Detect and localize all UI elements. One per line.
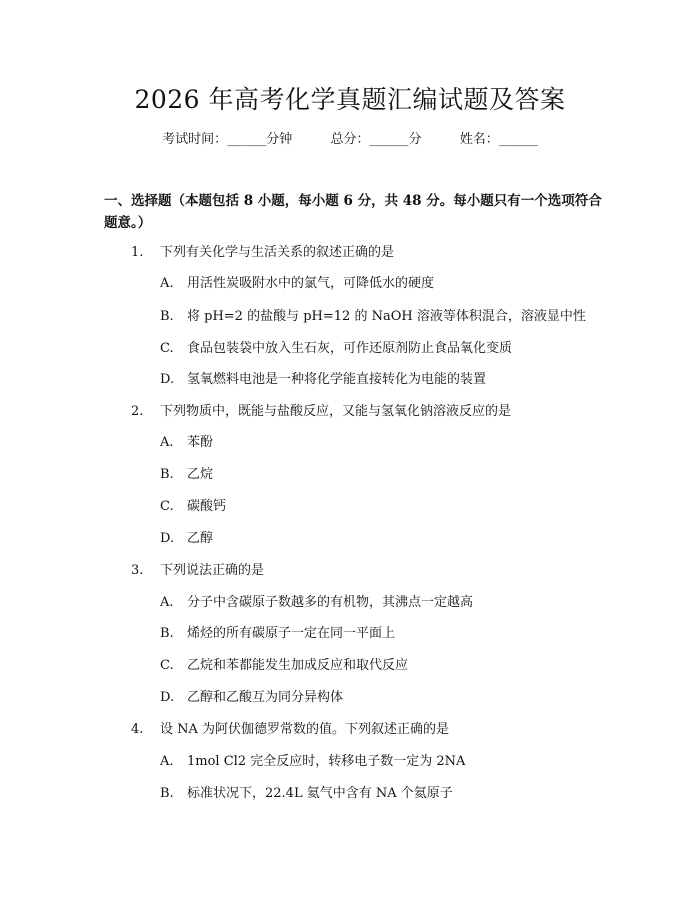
option-text: 食品包装袋中放入生石灰，可作还原剂防止食品氧化变质: [187, 341, 513, 356]
option-label: A.: [160, 276, 174, 291]
option-label: A.: [160, 595, 174, 610]
option-text: 氢氧燃料电池是一种将化学能直接转化为电能的装置: [187, 372, 487, 387]
option-text: 乙醇: [187, 531, 214, 546]
question-number: 1.: [131, 245, 144, 260]
option-label: D.: [160, 531, 175, 546]
option-text: 乙醇和乙酸互为同分异构体: [187, 690, 344, 705]
question-number: 2.: [131, 404, 144, 419]
option-label: A.: [160, 435, 174, 450]
section-heading: 一、选择题（本题包括 8 小题，每小题 6 分，共 48 分。每小题只有一个选项符合题意。）: [104, 193, 602, 231]
score-label: 总分：: [330, 132, 370, 147]
question-number: 3.: [131, 563, 144, 578]
option-label: B.: [160, 467, 174, 482]
page-title: 2026 年高考化学真题汇编试题及答案: [134, 85, 566, 114]
option-text: 分子中含碳原子数越多的有机物，其沸点一定越高: [187, 595, 474, 610]
name-label: 姓名：: [459, 132, 499, 147]
option-text: 乙烷和苯都能发生加成反应和取代反应: [187, 658, 409, 673]
option-label: A.: [160, 754, 174, 769]
option-label: B.: [160, 626, 174, 641]
option-label: D.: [160, 690, 175, 705]
exam-info-line: [0, 130, 700, 150]
score-blank: ______: [369, 132, 409, 147]
option-label: C.: [160, 658, 174, 673]
option-text: 用活性炭吸附水中的氯气，可降低水的硬度: [187, 276, 435, 291]
option-text: 碳酸钙: [187, 499, 227, 514]
question-text: 下列说法正确的是: [160, 563, 265, 578]
question-text: 设 NA 为阿伏伽德罗常数的值。下列叙述正确的是: [160, 722, 450, 737]
option-text: 将 pH=2 的盐酸与 pH=12 的 NaOH 溶液等体积混合，溶液显中性: [187, 309, 586, 324]
option-label: B.: [160, 309, 174, 324]
question-text: 下列物质中，既能与盐酸反应，又能与氢氧化钠溶液反应的是: [160, 404, 512, 419]
option-label: C.: [160, 341, 174, 356]
option-label: C.: [160, 499, 174, 514]
option-label: B.: [160, 786, 174, 801]
question-number: 4.: [131, 722, 144, 737]
name-blank: ______: [498, 132, 538, 147]
question-text: 下列有关化学与生活关系的叙述正确的是: [160, 245, 395, 260]
option-label: D.: [160, 372, 175, 387]
option-text: 烯烃的所有碳原子一定在同一平面上: [187, 626, 396, 641]
option-text: 1mol Cl2 完全反应时，转移电子数一定为 2NA: [187, 754, 466, 769]
option-text: 标准状况下，22.4L 氦气中含有 NA 个氦原子: [187, 786, 453, 801]
time-blank: ______: [227, 132, 267, 147]
score-unit: 分: [408, 132, 422, 147]
time-unit: 分钟: [266, 132, 293, 147]
time-label: 考试时间：: [162, 132, 228, 147]
option-text: 苯酚: [187, 435, 214, 450]
option-text: 乙烷: [187, 467, 214, 482]
